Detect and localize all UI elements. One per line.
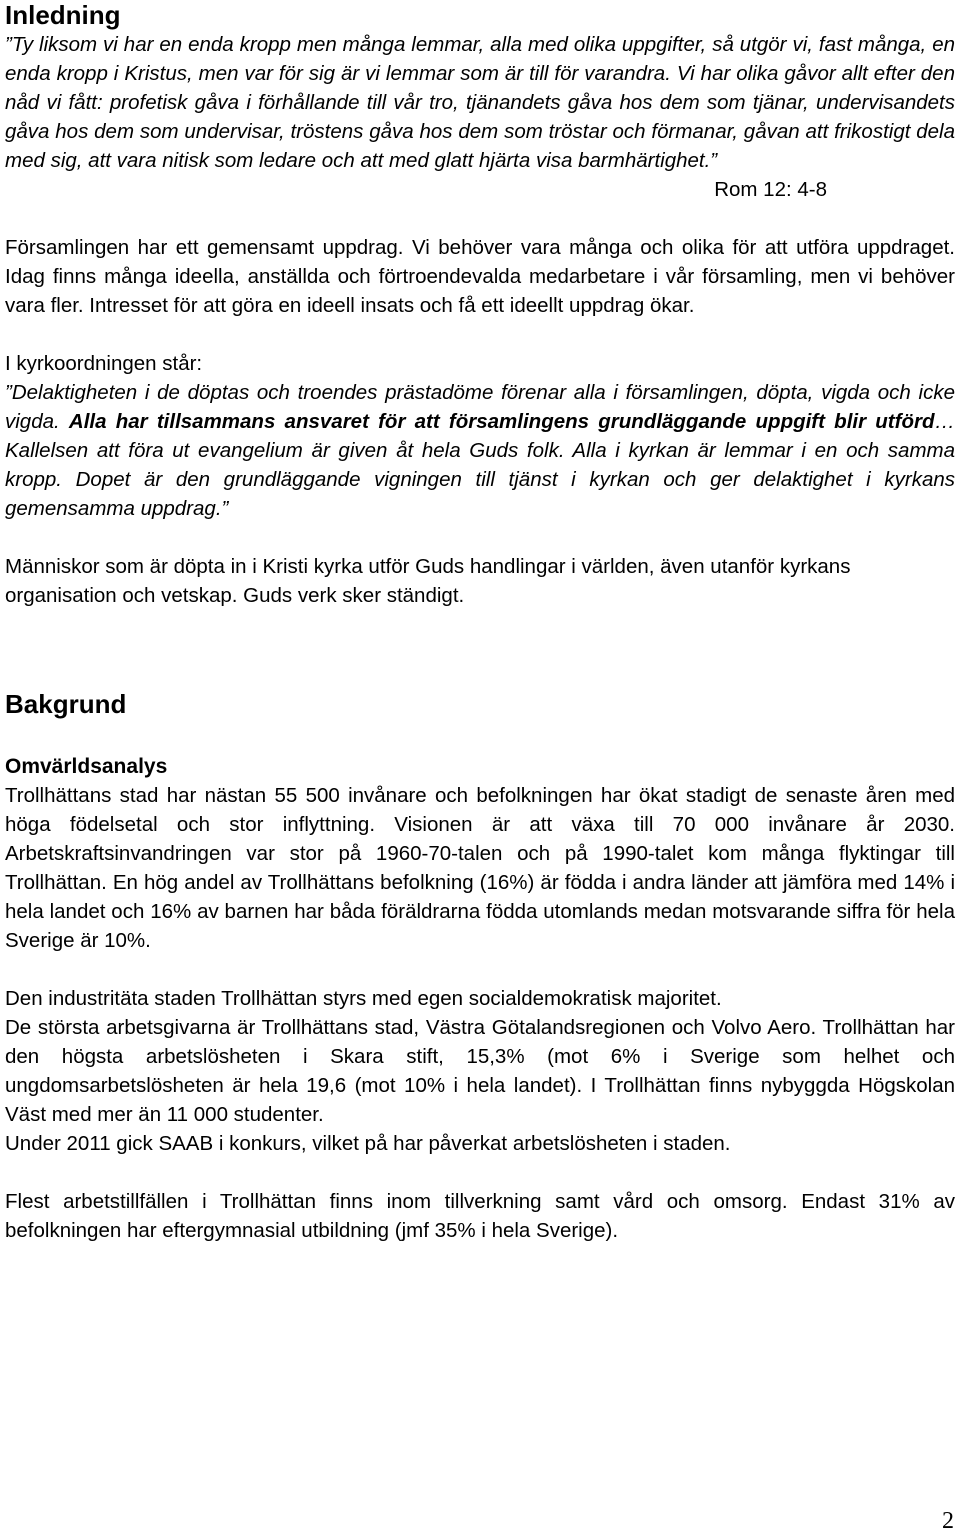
bible-reference: Rom 12: 4-8 <box>714 178 827 201</box>
kyrkoordning-intro: I kyrkoordningen står: <box>5 352 203 375</box>
kyrkoordning-quote-part2: Kallelsen att föra ut evangelium är given åt hela Guds folk. Alla i kyrkan är lemmar i en och samma kropp. Dopet är den grundläggande vigningen till tjänst i kyrkan och ger delaktighet i kyrkans gemensamma uppdrag.” <box>5 439 955 520</box>
kyrkoordning-quote <box>5 378 955 523</box>
paragraph-befolkning: Trollhättans stad har nästan 55 500 invånare och befolkningen har ökat stadigt de senaste åren med höga födelsetal och stor inflyttning. Visionen är att växa till 70 000 invånare år 2030. Arbetskraftsinvandringen var stor på 1960-70-talen och på 1990-talet kom många flyktingar till Trollhättan. En hög andel av Trollhättans befolkning (16%) är födda i andra länder att jämföra med 14% i hela landet och 16% av barnen har båda föräldrarna födda utomlands medan motsvarande siffra för hela Sverige är 10%. <box>5 784 955 952</box>
paragraph-arbetstillfallen: Flest arbetstillfällen i Trollhättan finns inom tillverkning samt vård och omsorg. Endast 31% av befolkningen har eftergymnasial utbildning (jmf 35% i hela Sverige). <box>5 1190 955 1242</box>
kyrkoordning-quote-emphasis: Alla har tillsammans ansvaret för att församlingens grundläggande uppgift blir utförd <box>68 410 935 433</box>
paragraph-gemensamt-uppdrag: Församlingen har ett gemensamt uppdrag. Vi behöver vara många och olika för att utföra uppdraget. Idag finns många ideella, anställda och förtroendevalda medarbetare i vår församling, men vi behöver vara fler. Intresset för att göra en ideell insats och få ett ideellt uppdrag ökar. <box>5 236 955 317</box>
page-number: 2 <box>942 1508 954 1534</box>
bible-quote: ”Ty liksom vi har en enda kropp men många lemmar, alla med olika uppgifter, så utgör vi, fast många, en enda kropp i Kristus, men var för sig är vi lemmar som är till för varandra. Vi har olika gåvor allt efter den nåd vi fått: profetisk gåva i förhållande till vår tro, tjänandets gåva hos dem som tjänar, undervisandets gåva hos dem som undervisar, tröstens gåva hos dem som tröstar och förmanar, gåvan att frikostigt dela med sig, att vara nitisk som ledare och att med glatt hjärta visa barmhärtighet.” <box>5 33 955 172</box>
paragraph-styre: Den industritäta staden Trollhättan styrs med egen socialdemokratisk majoritet. <box>5 987 722 1010</box>
kyrkoordning-quote-ellipsis: … <box>934 410 955 433</box>
section-heading-bakgrund: Bakgrund <box>5 689 127 719</box>
paragraph-saab: Under 2011 gick SAAB i konkurs, vilket på har påverkat arbetslösheten i staden. <box>5 1132 731 1155</box>
paragraph-arbetsgivare: De största arbetsgivarna är Trollhättans stad, Västra Götalandsregionen och Volvo Aero. Trollhättan har den högsta arbetslösheten i Skara stift, 15,3% (mot 6% i Sverige som helhet och ungdomsarbetslösheten är hela 19,6 (mot 10% i hela landet). I Trollhättan finns nybyggda Högskolan Väst med mer än 11 000 studenter. <box>5 1016 955 1126</box>
kyrkoordning-quote-part1: ”Delaktigheten i de döptas och troendes prästadöme förenar alla i församlingen, döpta, vigda och icke vigda. <box>5 381 955 433</box>
paragraph-guds-verk: Människor som är döpta in i Kristi kyrka utför Guds handlingar i världen, även utanför kyrkans organisation och vetskap. Guds verk sker ständigt. <box>5 555 851 607</box>
section-heading-inledning: Inledning <box>5 0 121 30</box>
document-page <box>5 0 955 1245</box>
subheading-omvarldsanalys: Omvärldsanalys <box>5 755 168 778</box>
